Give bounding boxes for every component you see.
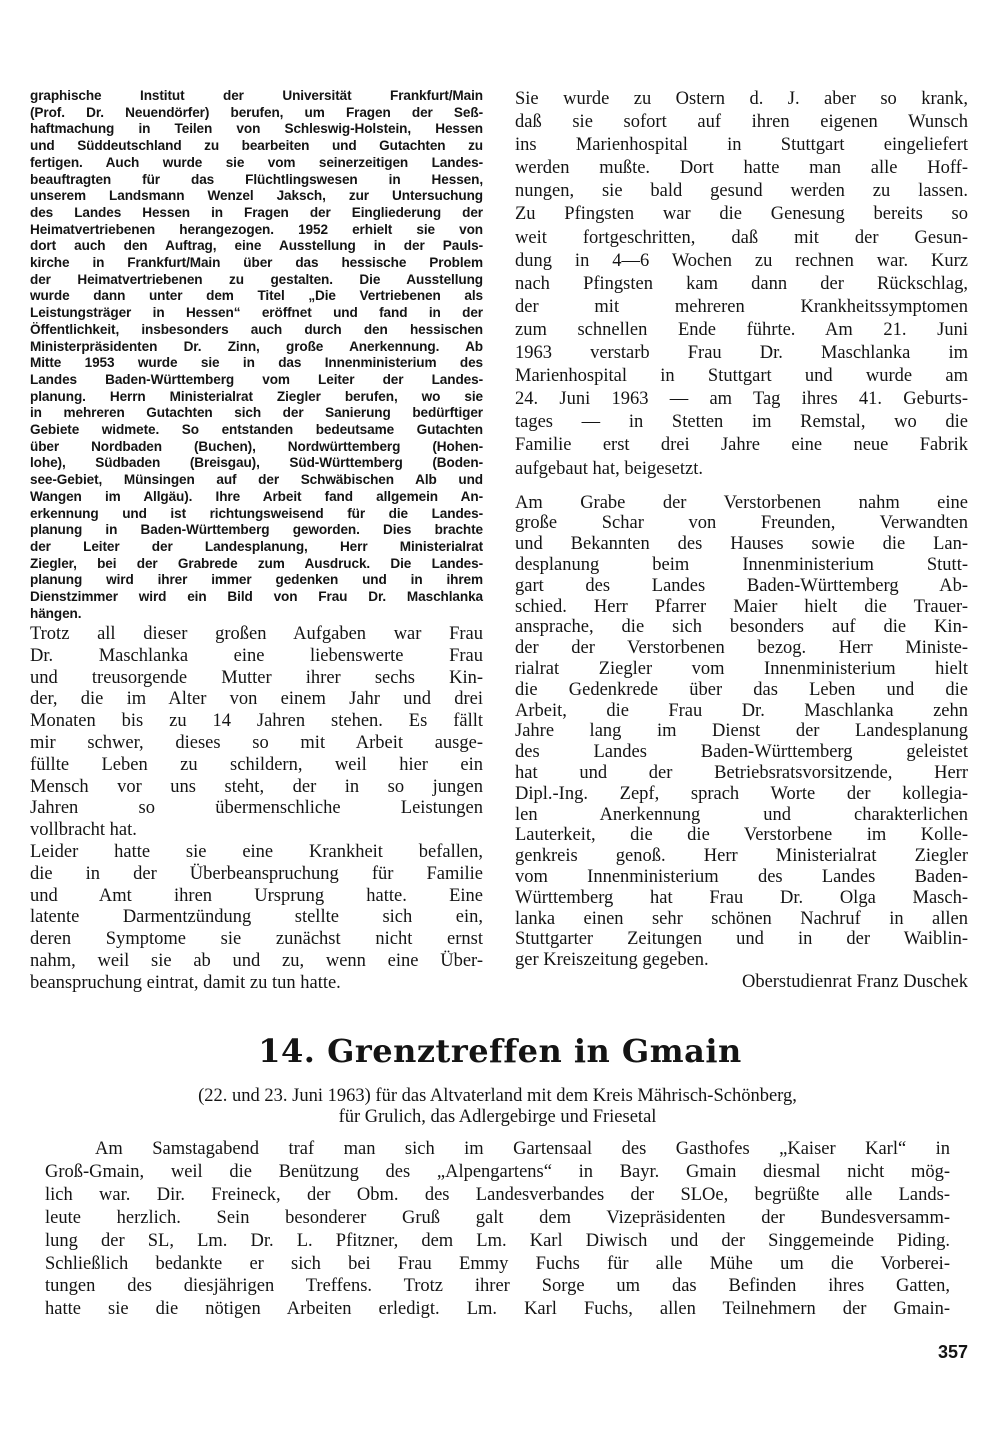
text-line: Monaten bis zu 14 Jahren stehen. Es fällt	[30, 711, 483, 732]
paragraph	[30, 624, 483, 842]
text-line: haftmachung in Teilen von Schleswig-Holstein, Hessen	[30, 121, 483, 137]
text-line: nungen, sie bald gesund werden zu lassen.	[515, 181, 968, 202]
text-line: beanspruchung eintrat, damit zu tun hatte.	[30, 972, 341, 993]
section-body	[45, 1138, 950, 1321]
text-line: len Anerkennung und charakterlichen	[515, 804, 968, 825]
text-line: Stuttgarter Zeitungen und in der Waiblin-	[515, 929, 968, 950]
subtitle-line: für Grulich, das Adlergebirge und Friesetal	[338, 1107, 657, 1127]
text-line: leute herzlich. Sein besonderer Gruß galt dem Vizepräsidenten der Bundesversamm-	[45, 1207, 950, 1228]
text-line: Dipl.-Ing. Zepf, sprach Worte der kollegia-	[515, 783, 968, 804]
text-line: nach Pfingsten kam dann der Rückschlag,	[515, 273, 968, 294]
subtitle-line: (22. und 23. Juni 1963) für das Altvaterland mit dem Kreis Mährisch-Schönberg,	[198, 1086, 797, 1106]
text-line: und Bekannten des Hauses sowie die Lan-	[515, 534, 968, 555]
text-line: Arbeit, die Frau Dr. Maschlanka zehn	[515, 700, 968, 721]
text-line: Mitte 1953 wurde sie in das Innenministerium des	[30, 355, 483, 371]
text-line: Leistungsträger in Hessen“ eröffnet und fand in der	[30, 305, 483, 321]
text-line: hatte sie die nötigen Arbeiten erledigt. Lm. Karl Fuchs, allen Teilnehmern der Gmain-	[45, 1299, 950, 1320]
left-column-body	[30, 624, 483, 995]
text-line: Leider hatte sie eine Krankheit befallen,	[30, 841, 483, 862]
text-line: Jahren so übermenschliche Leistungen	[30, 798, 483, 819]
text-line: wurde dann unter dem Titel „Die Vertriebenen als	[30, 288, 483, 304]
text-line: gart des Landes Baden-Württemberg Ab-	[515, 575, 968, 596]
text-line: desplanung beim Innenministerium Stutt-	[515, 554, 968, 575]
page-number: 357	[938, 1342, 969, 1362]
text-line: aufgebaut hat, beigesetzt.	[515, 458, 703, 479]
left-column-small-text	[30, 88, 483, 623]
text-line: tungen des diesjährigen Treffens. Trotz ihrer Sorge um das Befinden ihres Gatten,	[45, 1276, 950, 1297]
text-line: lohe), Südbaden (Breisgau), Süd-Württemberg (Boden-	[30, 455, 483, 471]
text-line: Familie erst drei Jahre eine neue Fabrik	[515, 435, 968, 456]
text-line: 24. Juni 1963 — am Tag ihres 41. Geburts-	[515, 389, 968, 410]
text-line: des Landes Baden-Württemberg geleistet	[515, 742, 968, 763]
text-line: der, die im Alter von einem Jahr und drei	[30, 689, 483, 710]
author-signature: Oberstudienrat Franz Duschek	[741, 971, 968, 992]
text-line: latente Darmentzündung stellte sich ein,	[30, 907, 483, 928]
text-line: der der Verstorbenen bezog. Herr Ministe-	[515, 638, 968, 659]
text-line: Zu Pfingsten war die Genesung bereits so	[515, 204, 968, 225]
text-line: erkennung und ist richtungsweisend für die Landes-	[30, 505, 483, 521]
right-column-body	[515, 88, 968, 993]
text-line: ger Kreiszeitung gegeben.	[515, 950, 709, 971]
text-line: planung in Baden-Württemberg geworden. Dies brachte	[30, 522, 483, 538]
text-line: Mensch vor uns steht, der in so jungen	[30, 776, 483, 797]
text-line: Ministerpräsidenten Dr. Zinn, große Anerkennung. Ab	[30, 338, 483, 354]
text-line: in mehreren Gutachten sich der Sanierung bedürftiger	[30, 405, 483, 421]
text-line: deren Symptome sie zunächst nicht ernst	[30, 929, 483, 950]
text-line: die in der Überbeanspruchung für Familie	[30, 863, 483, 884]
text-line: Schließlich bedankte er sich bei Frau Emmy Fuchs für alle Mühe um die Vorberei-	[45, 1253, 950, 1274]
text-line: ins Marienhospital in Stuttgart eingeliefert	[515, 135, 968, 156]
text-line: Am Samstagabend traf man sich im Gartensaal des Gasthofes „Kaiser Karl“ in	[95, 1139, 950, 1159]
text-line: Dienstzimmer wird ein Bild von Frau Dr. Maschlanka	[30, 589, 483, 605]
text-line: weit fortgeschritten, daß mit der Gesun-	[515, 227, 968, 248]
text-line: tages — in Stetten im Remstal, wo die	[515, 412, 968, 433]
text-line: see-Gebiet, Münsingen auf der Schwäbischen Alb und	[30, 472, 483, 488]
text-line: und Süddeutschland zu bearbeiten und Gutachten zu	[30, 138, 483, 154]
text-line: lung der SL, Lm. Dr. L. Pfitzner, dem Lm. Karl Diwisch und der Singgemeinde Piding.	[45, 1230, 950, 1251]
text-line: die Gedenkrede über das Leben und die	[515, 679, 968, 700]
text-line: über Nordbaden (Buchen), Nordwürttemberg (Hohen-	[30, 438, 483, 454]
text-line: Dr. Maschlanka eine liebenswerte Frau	[30, 645, 483, 666]
text-line: Gebiete widmete. So entstanden bedeutsame Gutachten	[30, 422, 483, 438]
text-line: kirche in Frankfurt/Main über das hessische Problem	[30, 255, 483, 271]
text-line: mir schwer, dieses so mit Arbeit ausge-	[30, 732, 483, 753]
text-line: Sie wurde zu Ostern d. J. aber so krank,	[515, 89, 968, 109]
text-line: beauftragten für das Flüchtlingswesen in Hessen,	[30, 171, 483, 187]
text-line: Am Grabe der Verstorbenen nahm eine	[515, 492, 968, 513]
text-line: graphische Institut der Universität Frankfurt/Main	[30, 88, 483, 103]
paragraph	[45, 1138, 950, 1321]
text-line: Wangen im Allgäu). Ihre Arbeit fand allgemein An-	[30, 488, 483, 504]
text-line: schied. Herr Pfarrer Maier hielt die Trauer-	[515, 596, 968, 617]
text-line: und treusorgende Mutter ihrer sechs Kin-	[30, 667, 483, 688]
text-line: ansprache, die sich besonders auf die Kin-	[515, 617, 968, 638]
section-title: 14. Grenztreffen in Gmain	[258, 1032, 742, 1070]
text-line: werden mußte. Dort hatte man alle Hoff-	[515, 158, 968, 179]
text-line: genkreis genoß. Herr Ministerialrat Ziegler	[515, 846, 968, 867]
text-line: große Schar von Freunden, Verwandten	[515, 513, 968, 534]
text-line: fertigen. Auch wurde sie vom seinerzeitigen Landes-	[30, 154, 483, 170]
text-line: Heimatvertriebenen herangezogen. 1952 erhielt sie von	[30, 221, 483, 237]
text-line: füllte Leben zu schildern, weil hier ein	[30, 754, 483, 775]
text-line: vollbracht hat.	[30, 820, 137, 841]
text-line: hängen.	[30, 605, 82, 621]
text-line: Öffentlichkeit, insbesonders auch durch den hessischen	[30, 321, 483, 337]
text-line: unserem Landsmann Wenzel Jaksch, zur Untersuchung	[30, 188, 483, 204]
text-line: dung in 4—6 Wochen zu rechnen war. Kurz	[515, 250, 968, 271]
text-line: Trotz all dieser großen Aufgaben war Frau	[30, 624, 483, 644]
text-line: vom Innenministerium des Landes Baden-	[515, 866, 968, 887]
text-line: planung. Herrn Ministerialrat Ziegler berufen, wo sie	[30, 388, 483, 404]
text-line: 1963 verstarb Frau Dr. Maschlanka im	[515, 343, 968, 364]
paragraph	[30, 842, 483, 995]
text-line: lich war. Dir. Freineck, der Obm. des Landesverbandes der SLOe, begrüßte alle Lands-	[45, 1184, 950, 1205]
text-line: zum schnellen Ende führte. Am 21. Juni	[515, 319, 968, 340]
text-line: Groß-Gmain, weil die Benützung des „Alpengartens“ in Bayr. Gmain diesmal nicht mög-	[45, 1161, 950, 1182]
text-line: Marienhospital in Stuttgart und wurde am	[515, 366, 968, 387]
text-line: Jahre lang im Dienst der Landesplanung	[515, 721, 968, 742]
text-line: Ziegler, bei der Grabrede zum Ausdruck. Die Landes-	[30, 555, 483, 571]
text-line: lanka einen sehr schönen Nachruf in allen	[515, 908, 968, 929]
text-line: Lauterkeit, die die Verstorbene im Kolle-	[515, 825, 968, 846]
text-line: Württemberg hat Frau Dr. Olga Masch-	[515, 887, 968, 908]
paragraph	[30, 88, 483, 623]
text-line: (Prof. Dr. Neuendörfer) berufen, um Fragen der Seß-	[30, 104, 483, 120]
text-line: Landes Baden-Württemberg vom Leiter der Landes-	[30, 371, 483, 387]
text-line: dort auch den Auftrag, eine Ausstellung in der Pauls-	[30, 238, 483, 254]
text-line: der Heimatvertriebenen zu gestalten. Die Ausstellung	[30, 271, 483, 287]
text-line: des Landes Hessen in Fragen der Eingliederung der	[30, 204, 483, 220]
text-line: hat und der Betriebsratsvorsitzende, Herr	[515, 762, 968, 783]
text-line: nahm, weil sie ab und zu, wenn eine Über-	[30, 950, 483, 971]
text-line: der mit mehreren Krankheitssymptomen	[515, 296, 968, 317]
text-line: und Amt ihren Ursprung hatte. Eine	[30, 885, 483, 906]
text-line: daß sie sofort auf ihren eigenen Wunsch	[515, 112, 968, 133]
paragraph	[515, 493, 968, 971]
paragraph	[515, 88, 968, 481]
section-subtitle	[45, 1086, 950, 1128]
text-line: planung wird ihrer immer gedenken und in ihrem	[30, 572, 483, 588]
text-line: rialrat Ziegler vom Innenministerium hielt	[515, 658, 968, 679]
text-line: der Leiter der Landesplanung, Herr Ministerialrat	[30, 538, 483, 554]
